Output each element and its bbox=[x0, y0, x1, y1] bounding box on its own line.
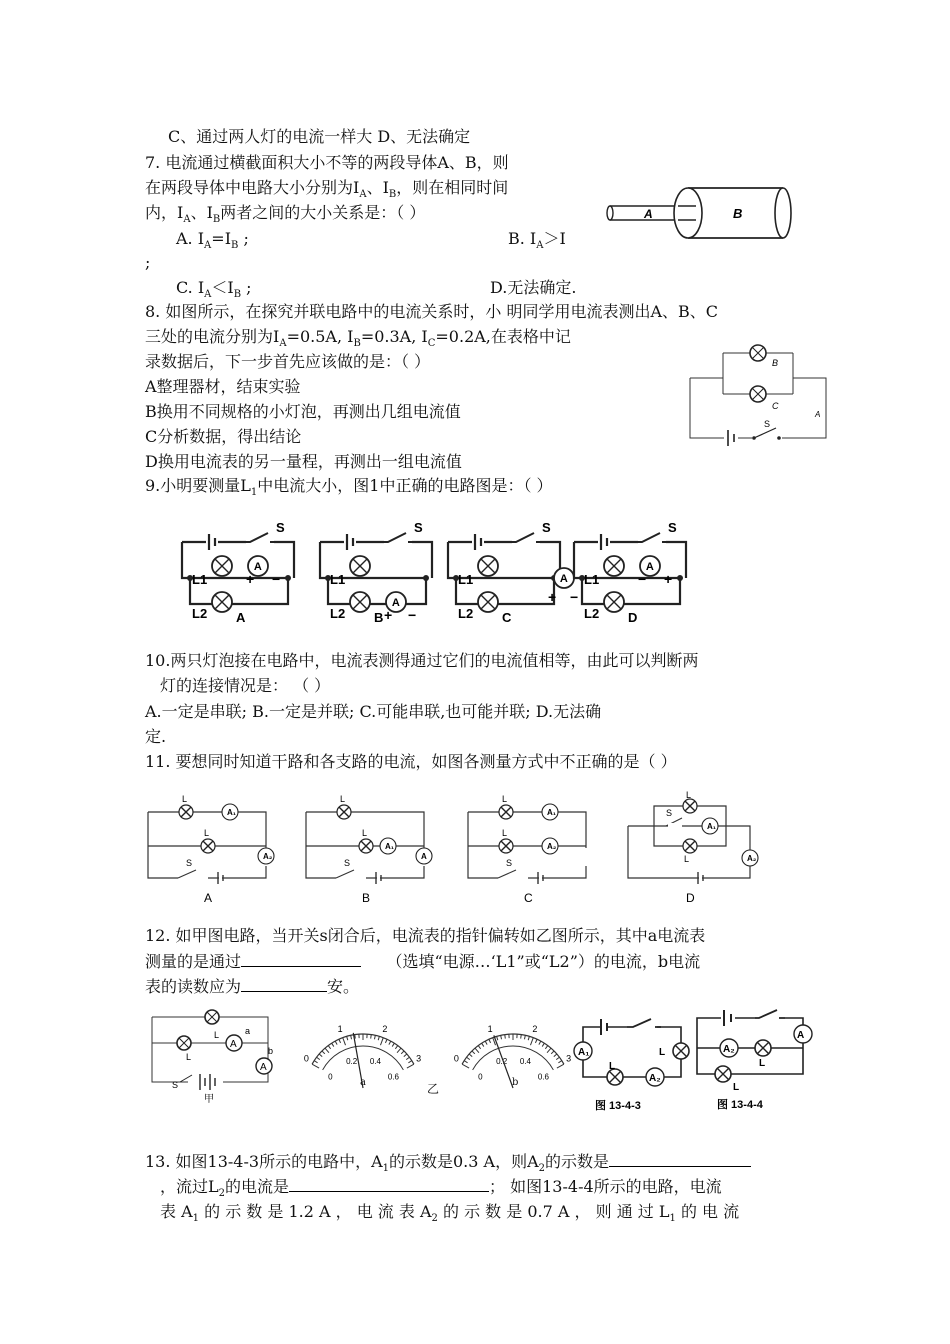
q11-ammeter-a2-text: A₂ bbox=[262, 852, 273, 862]
q11-ammeter-a1-text: A₁ bbox=[226, 808, 237, 818]
q12-line1: 12. 如甲图电路，当开关s闭合后，电流表的指针偏转如乙图所示，其中a电流表 bbox=[145, 926, 706, 945]
q12-jia-label-s: S bbox=[172, 1080, 179, 1090]
dialA-tick-0: 0 bbox=[303, 1053, 309, 1064]
q8-option-a: A整理器材，结束实验 bbox=[145, 377, 301, 396]
fig1343-label-l1: L bbox=[609, 1061, 616, 1072]
q9-option-label: D bbox=[628, 610, 638, 625]
q13-line1: 13. 如图13-4-3所示的电路中，$A_1$的示数是0.3 A，则$A_2$的示数是 bbox=[145, 1150, 751, 1180]
q11-ammeter-a1-text: A₁ bbox=[546, 808, 557, 818]
q11-label-l1: L bbox=[182, 794, 188, 804]
q8-fig-label-b: B bbox=[772, 358, 779, 368]
q8-fig-label-c: C bbox=[772, 401, 779, 411]
q9-option-label: B bbox=[374, 610, 384, 625]
q11-ammeter-a1-text: A₁ bbox=[384, 842, 395, 852]
q9-label-l2: L2 bbox=[458, 606, 474, 621]
q12-jia-label-b: b bbox=[268, 1046, 274, 1056]
dialA-tick-2: 2 bbox=[382, 1024, 388, 1035]
q11-label-s: S bbox=[506, 858, 513, 868]
q9-ammeter-text: A bbox=[253, 561, 262, 574]
q7-option-b: B. $I_A>I$ bbox=[508, 229, 566, 252]
q7-option-c: C. $I_A<I_B$ ; bbox=[176, 278, 252, 301]
q11-label-s: S bbox=[666, 808, 673, 818]
q9-option-a bbox=[182, 520, 294, 625]
q10-line2: 灯的连接情况是： （ ） bbox=[160, 676, 331, 695]
dialB-inner-tick-0.2: 0.2 bbox=[496, 1057, 508, 1067]
q11-label-l1: L bbox=[686, 790, 692, 800]
q11-ammeter-a1-text: A₁ bbox=[706, 822, 717, 832]
q11-line1: 11. 要想同时知道干路和各支路的电流，如图各测量方式中不正确的是（ ） bbox=[145, 752, 677, 771]
fig1343-label-l2: L bbox=[659, 1047, 666, 1058]
q8-fig-label-s: S bbox=[764, 419, 771, 429]
q12-jia-label-l1: L bbox=[186, 1052, 192, 1062]
fig-13-4-3 bbox=[575, 1015, 695, 1115]
q9-line1: 9.小明要测量$L_1$中电流大小，图1中正确的电路图是：（ ） bbox=[145, 476, 553, 499]
q9-plus: + bbox=[548, 589, 557, 605]
q9-node-right bbox=[677, 575, 683, 581]
q11-option-label: A bbox=[204, 891, 213, 905]
q12-line3: 表的读数应为 安。 bbox=[145, 977, 360, 996]
q9-label-s: S bbox=[414, 520, 423, 535]
q6-option-c: C、通过两人灯的电流一样大 D、无法确定 bbox=[168, 127, 471, 146]
q9-minus: − bbox=[272, 571, 281, 587]
q9-plus: + bbox=[384, 607, 393, 623]
fig-13-4-4 bbox=[693, 1008, 818, 1114]
q9-label-l1: L1 bbox=[458, 572, 474, 587]
q9-label-s: S bbox=[668, 520, 677, 535]
q9-option-label: A bbox=[236, 610, 246, 625]
q10-options: A.一定是串联; B.一定是并联; C.可能串联,也可能并联; D.无法确 bbox=[145, 702, 602, 721]
q7-conductor-figure bbox=[600, 182, 800, 242]
q9-label-l2: L2 bbox=[330, 606, 346, 621]
q13-blank-2[interactable] bbox=[289, 1175, 489, 1192]
q8-circuit-figure bbox=[688, 338, 828, 450]
q9-option-label: C bbox=[502, 610, 512, 625]
dialB-tick-1: 1 bbox=[487, 1024, 493, 1035]
fig1344-meter-a: A bbox=[797, 1030, 805, 1041]
q9-label-l1: L1 bbox=[330, 572, 346, 587]
q10-line1: 10.两只灯泡接在电路中，电流表测得通过它们的电流值相等，由此可以判断两 bbox=[145, 651, 699, 670]
fig1343-meter-a2: A₂ bbox=[649, 1073, 661, 1084]
q9-label-l2: L2 bbox=[584, 606, 600, 621]
fig1343-meter-a1: A₁ bbox=[578, 1047, 590, 1058]
q9-ammeter-text: A bbox=[391, 597, 400, 610]
q9-plus: + bbox=[664, 571, 673, 587]
dialB-inner-tick-0: 0 bbox=[478, 1072, 483, 1082]
fig1344-caption: 图 13-4-4 bbox=[717, 1099, 763, 1111]
q9-node-right bbox=[423, 575, 429, 581]
q11-label-s: S bbox=[186, 858, 193, 868]
dialB-inner-tick-0.4: 0.4 bbox=[519, 1057, 532, 1067]
q8-fig-label-a: A bbox=[815, 410, 821, 419]
q7-option-a: A. $I_A=I_B$ ; bbox=[176, 229, 249, 252]
q7-line3: 内，$I_A$、$I_B$两者之间的大小关系是：（ ） bbox=[145, 203, 426, 226]
q9-label-l1: L1 bbox=[584, 572, 600, 587]
dialA-inner-tick-0.2: 0.2 bbox=[346, 1057, 358, 1067]
q11-option-c bbox=[468, 794, 586, 905]
dialB-tick-2: 2 bbox=[532, 1024, 538, 1035]
dialB-inner-arc bbox=[473, 1046, 554, 1070]
q9-label-s: S bbox=[276, 520, 285, 535]
q8-line1: 8. 如图所示，在探究并联电路中的电流关系时，小 明同学用电流表测出A、B、C bbox=[145, 302, 718, 321]
q11-option-a bbox=[148, 794, 274, 905]
fig1344-label-l1: L bbox=[733, 1082, 740, 1093]
q9-option-d bbox=[574, 520, 686, 625]
dialA-tick-3: 3 bbox=[416, 1053, 422, 1064]
q11-label-l1: L bbox=[340, 794, 346, 804]
q9-minus: − bbox=[408, 607, 417, 623]
q13-line2: ，流过$L_2$的电流是 ； 如图13-4-4所示的电路，电流 bbox=[160, 1177, 722, 1200]
q9-node-right bbox=[285, 575, 291, 581]
q12-jia-label-l2: L bbox=[214, 1030, 220, 1040]
q12-dial-b-label: b bbox=[512, 1077, 519, 1088]
q11-label-l2: L bbox=[362, 828, 368, 838]
fig1344-label-l2: L bbox=[759, 1058, 766, 1069]
dialB-tick-0: 0 bbox=[453, 1053, 459, 1064]
q11-option-label: C bbox=[524, 891, 533, 905]
q11-option-label: D bbox=[686, 891, 695, 905]
q9-circuit-options bbox=[176, 518, 696, 630]
q11-ammeter-a2-text: A₂ bbox=[746, 854, 757, 864]
q9-ammeter-text: A bbox=[645, 561, 654, 574]
q11-circuit-options bbox=[140, 790, 760, 908]
q7-semicolon: ; bbox=[145, 253, 151, 272]
q7-line2: 在两段导体中电路大小分别为$I_A$、$I_B$，则在相同时间 bbox=[145, 178, 509, 201]
q9-minus: − bbox=[570, 589, 579, 605]
q12-jia-meter-b: A bbox=[260, 1062, 267, 1073]
q11-label-l2: L bbox=[684, 854, 690, 864]
q9-label-l2: L2 bbox=[192, 606, 208, 621]
q8-option-b: B换用不同规格的小灯泡，再测出几组电流值 bbox=[145, 402, 461, 421]
q11-ammeter-a2-text: A₂ bbox=[546, 842, 557, 852]
q12-jia-label-a: a bbox=[245, 1026, 251, 1036]
dialA-inner-tick-0.6: 0.6 bbox=[387, 1072, 399, 1082]
q10-line4: 定. bbox=[145, 727, 167, 746]
q11-label-l2: L bbox=[502, 828, 508, 838]
q11-ammeter-a-text: A bbox=[420, 852, 427, 862]
q9-option-b bbox=[320, 520, 432, 625]
q9-label-s: S bbox=[542, 520, 551, 535]
q12-jia-meter-a: A bbox=[230, 1039, 237, 1050]
dialB-inner-tick-0.6: 0.6 bbox=[537, 1072, 549, 1082]
q9-minus: − bbox=[638, 571, 647, 587]
q7-option-d: D.无法确定. bbox=[490, 278, 577, 297]
q9-label-l1: L1 bbox=[192, 572, 208, 587]
fig1344-meter-a2: A₂ bbox=[723, 1044, 735, 1055]
q12-line2: 测量的是通过 （选填“电源…‘L1”或“L2”）的电流，b电流 bbox=[145, 952, 701, 971]
dialA-tick-1: 1 bbox=[337, 1024, 343, 1035]
q12-dial-a-label: a bbox=[360, 1077, 366, 1088]
q8-option-d: D换用电流表的另一量程，再测出一组电流值 bbox=[145, 452, 462, 471]
fig1343-caption: 图 13-4-3 bbox=[595, 1100, 641, 1112]
q8-line3: 录数据后，下一步首先应该做的是：（ ） bbox=[145, 352, 431, 371]
q8-option-c: C分析数据，得出结论 bbox=[145, 427, 302, 446]
q9-plus: + bbox=[246, 571, 255, 587]
q13-line3: 表 $A_1$ 的 示 数 是 1.2 A ， 电 流 表 $A_2$ 的 示 数 是 0.7 A ， 则 通 过 $L_1$ 的 电 流 bbox=[160, 1202, 740, 1225]
q13-blank-1[interactable] bbox=[609, 1150, 751, 1167]
dialA-inner-tick-0.4: 0.4 bbox=[369, 1057, 382, 1067]
q12-jia-caption: 甲 bbox=[204, 1094, 214, 1105]
q7-fig-label-b: B bbox=[733, 206, 743, 221]
q11-label-l2: L bbox=[204, 828, 210, 838]
q7-line1: 7. 电流通过横截面积大小不等的两段导体A、B，则 bbox=[145, 153, 509, 172]
q11-option-d bbox=[628, 790, 758, 905]
q12-yi-caption: 乙 bbox=[427, 1082, 440, 1096]
q12-blank-2[interactable] bbox=[241, 975, 327, 992]
dialB-tick-3: 3 bbox=[566, 1053, 572, 1064]
q11-option-label: B bbox=[362, 891, 371, 905]
q12-circuit-jia bbox=[148, 1010, 288, 1105]
q9-option-c bbox=[448, 520, 578, 625]
q9-ammeter-text: A bbox=[559, 573, 568, 586]
q8-line2: 三处的电流分别为$I_A=0.5A$, $I_B=0.3A$, $I_C=0.2A$,在表格中记 bbox=[145, 327, 571, 350]
q7-fig-label-a: A bbox=[644, 207, 653, 221]
dialA-inner-tick-0: 0 bbox=[328, 1072, 333, 1082]
dialA-inner-arc bbox=[323, 1046, 404, 1070]
q11-label-s: S bbox=[344, 858, 351, 868]
q11-option-b bbox=[306, 794, 432, 905]
q11-label-l1: L bbox=[502, 794, 508, 804]
q12-blank-1[interactable] bbox=[241, 950, 361, 967]
